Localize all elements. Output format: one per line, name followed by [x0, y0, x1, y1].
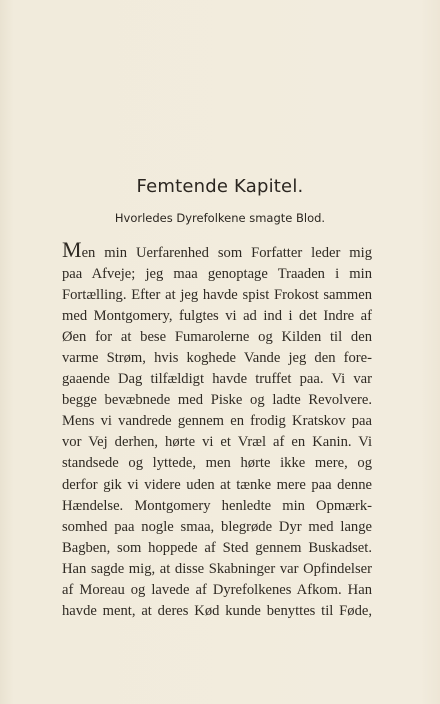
text-line: Øen for at bese Fumarolerne og Kilden til den [62, 329, 372, 346]
text-line: Fortælling. Efter at jeg havde spist Frokost sammen [62, 287, 372, 304]
text-line: derfor gik vi videre uden at tænke mere paa denne [62, 476, 372, 493]
text-line: med Montgomery, fulgtes vi ad ind i det Indre af [62, 308, 372, 325]
text-line: Men min Uerfarenhed som Forfatter leder mig [62, 237, 372, 262]
text-line: somhed paa nogle smaa, blegrøde Dyr med lange [62, 518, 372, 535]
text-line: Han sagde mig, at disse Skabninger var Opfindelser [62, 560, 372, 577]
text-line: standsede og lyttede, men hørte ikke mere, og [62, 455, 372, 472]
text-line: varme Strøm, hvis koghede Vande jeg den fore- [62, 350, 372, 367]
chapter-title: Femtende Kapitel. [136, 176, 304, 197]
chapter-body [62, 237, 372, 622]
chapter-subtitle: Hvorledes Dyrefolkene smagte Blod. [114, 211, 326, 225]
drop-cap: M [62, 237, 82, 262]
text-line: havde ment, at deres Kød kunde benyttes til Føde, [62, 602, 372, 619]
text-line: Mens vi vandrede gennem en frodig Kratskov paa [62, 413, 372, 430]
text-line: vor Vej derhen, hørte vi et Vræl af en Kanin. Vi [62, 434, 372, 451]
text-line: af Moreau og lavede af Dyrefolkenes Afkom. Han [62, 581, 372, 598]
text-line: begge bevæbnede med Piske og ladte Revolvere. [62, 392, 372, 409]
text-line: Bagben, som hoppede af Sted gennem Buskadset. [62, 539, 372, 556]
text-line: Hændelse. Montgomery henledte min Opmærk- [62, 497, 372, 514]
text-line: paa Afveje; jeg maa genoptage Traaden i min [62, 266, 372, 283]
text-line: gaaende Dag tilfældigt havde truffet paa. Vi var [62, 371, 372, 388]
